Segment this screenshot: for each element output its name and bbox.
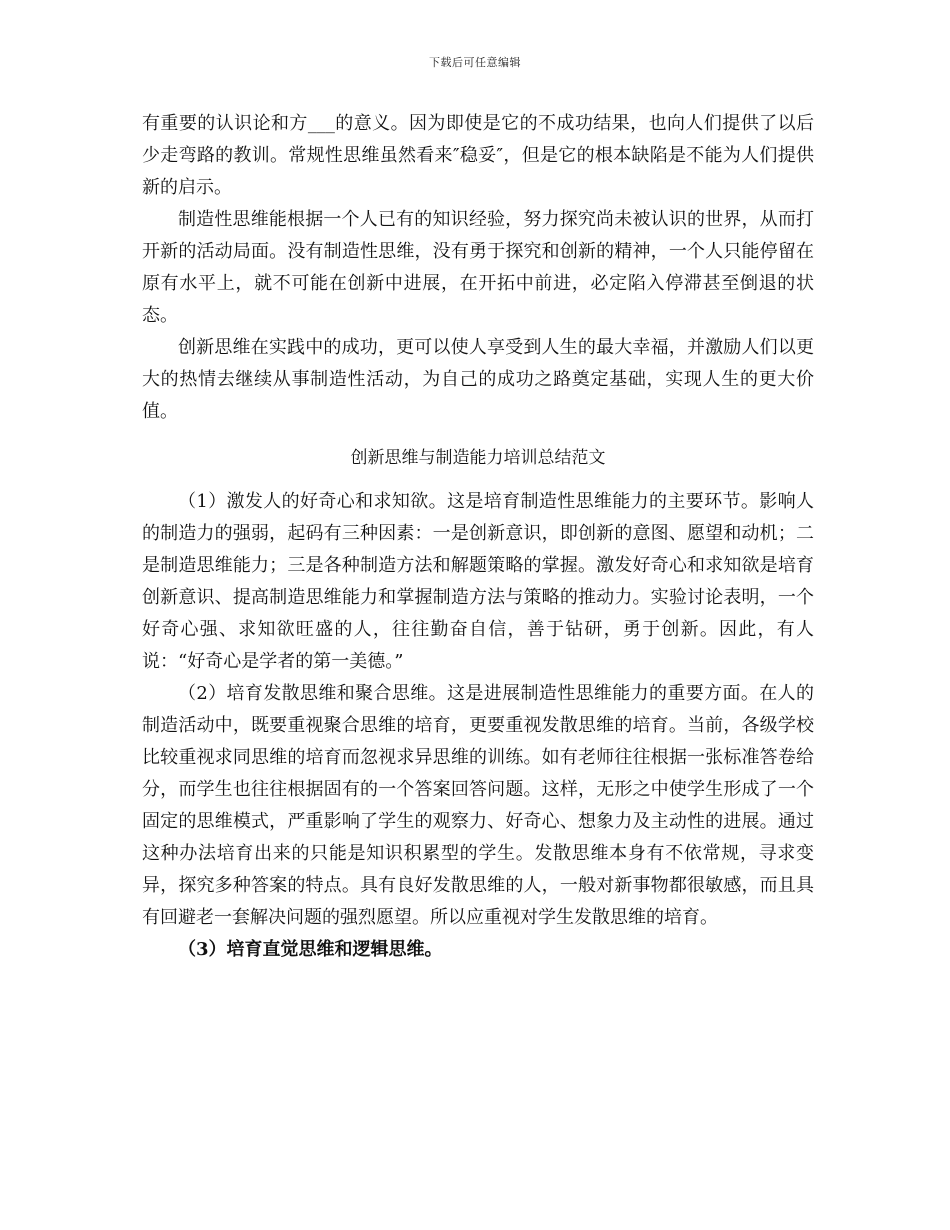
paragraph-continuation: 有重要的认识论和方___的意义。因为即使是它的不成功结果，也向人们提供了以后少走弯路的教训。常规性思维虽然看来″稳妥″，但是它的根本缺陷是不能为人们提供新的启示。	[142, 113, 814, 198]
list-item-3: （3）培育直觉思维和逻辑思维。	[178, 939, 443, 960]
list-item-2: （2）培育发散思维和聚合思维。这是进展制造性思维能力的重要方面。在人的制造活动中，既要重视聚合思维的培育，更要重视发散思维的培育。当前，各级学校比较重视求同思维的培育而忽视求异思维的训练。如有老师往往根据一张标准答卷给分，而学生也往往根据固有的一个答案回答问题。这样，无形之中使学生形成了一个固定的思维模式，严重影响了学生的观察力、好奇心、想象力及主动性的进展。通过这种办法培育出来的只能是知识积累型的学生。发散思维本身有不依常规，寻求变异，探究多种答案的特点。具有良好发散思维的人，一般对新事物都很敏感，而且具有回避老一套解决问题的强烈愿望。所以应重视对学生发散思维的培育。	[142, 683, 814, 928]
list-item-1: （1）激发人的好奇心和求知欲。这是培育制造性思维能力的主要环节。影响人的制造力的强弱，起码有三种因素：一是创新意识，即创新的意图、愿望和动机；二是制造思维能力；三是各种制造方法和解题策略的掌握。激发好奇心和求知欲是培育创新意识、提高制造思维能力和掌握制造方法与策略的推动力。实验讨论表明，一个好奇心强、求知欲旺盛的人，往往勤奋自信，善于钻研，勇于创新。因此，有人说：“好奇心是学者的第一美德。”	[142, 491, 814, 672]
page-header: 下载后可任意编辑	[429, 56, 521, 69]
section-title: 创新思维与制造能力培训总结范文	[350, 448, 606, 468]
paragraph-innovation-success: 创新思维在实践中的成功，更可以使人享受到人生的最大幸福，并激励人们以更大的热情去继续从事制造性活动，为自己的成功之路奠定基础，实现人生的更大价值。	[142, 337, 814, 422]
document-body	[142, 108, 814, 966]
paragraph-creative-thinking: 制造性思维能根据一个人已有的知识经验，努力探究尚未被认识的世界，从而打开新的活动局面。没有制造性思维，没有勇于探究和创新的精神，一个人只能停留在原有水平上，就不可能在创新中进展，在开拓中前进，必定陷入停滞甚至倒退的状态。	[142, 209, 814, 326]
